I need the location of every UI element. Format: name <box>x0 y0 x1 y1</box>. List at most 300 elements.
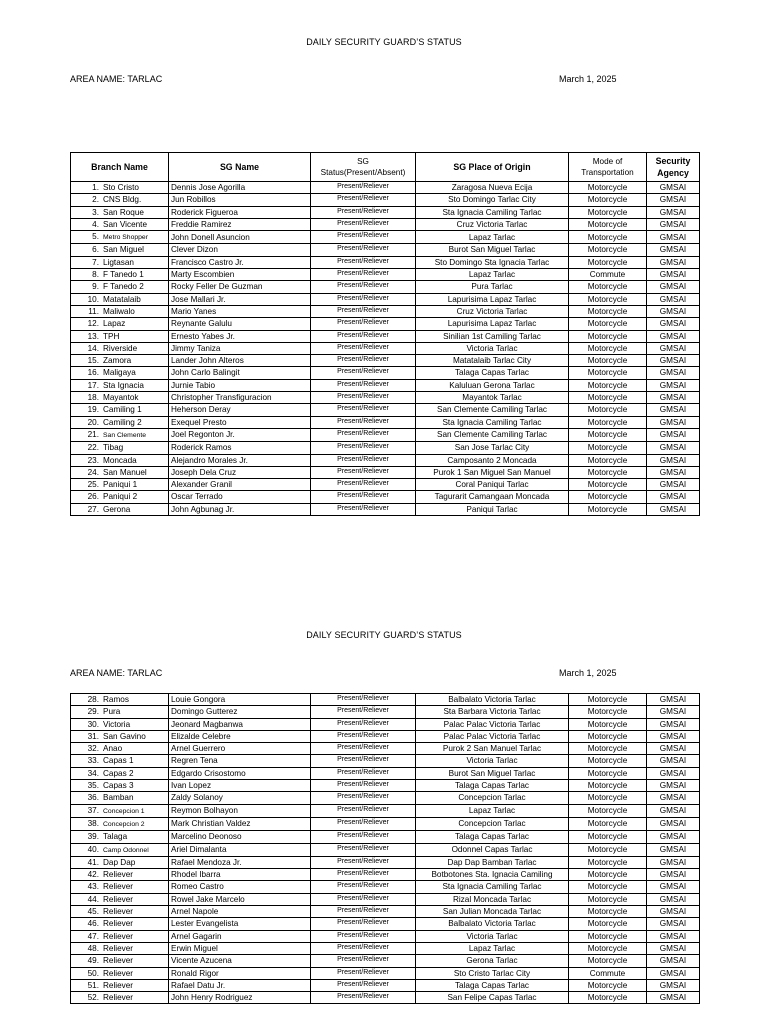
sg-status-cell: Present/Reliever <box>311 979 416 991</box>
sg-status-cell: Present/Reliever <box>311 206 416 218</box>
sg-name-cell: Alexander Granil <box>169 479 311 491</box>
sg-status-cell: Present/Reliever <box>311 194 416 206</box>
branch-cell <box>71 817 169 830</box>
row-number: 15. <box>87 356 99 366</box>
branch-name: Paniqui 2 <box>103 492 138 502</box>
sg-status-cell: Present/Reliever <box>311 293 416 305</box>
branch-cell <box>71 503 169 515</box>
transportation-cell: Motorcycle <box>569 182 647 194</box>
sg-status-cell: Present/Reliever <box>311 804 416 817</box>
transportation-cell: Motorcycle <box>569 218 647 230</box>
place-of-origin-cell: Gerona Tarlac <box>416 955 569 967</box>
sg-name-cell: Lander John Alteros <box>169 355 311 367</box>
place-of-origin-cell: Camposanto 2 Moncada <box>416 454 569 466</box>
row-number: 47. <box>87 931 99 941</box>
transportation-cell: Motorcycle <box>569 992 647 1004</box>
guard-status-table-2 <box>70 693 700 1004</box>
transportation-cell: Motorcycle <box>569 466 647 478</box>
table-row <box>71 856 700 868</box>
row-number: 39. <box>87 832 99 842</box>
row-number: 13. <box>87 331 99 341</box>
security-agency-cell: GMSAI <box>647 869 700 881</box>
transportation-cell: Motorcycle <box>569 342 647 354</box>
place-of-origin-cell: Rizal Moncada Tarlac <box>416 893 569 905</box>
place-of-origin-cell: Pura Tarlac <box>416 281 569 293</box>
branch-name: Dap Dap <box>103 857 136 867</box>
row-number: 45. <box>87 907 99 917</box>
table-row <box>71 342 700 354</box>
transportation-cell: Motorcycle <box>569 755 647 767</box>
sg-name-cell: Vicente Azucena <box>169 955 311 967</box>
sg-name-cell: Freddie Ramirez <box>169 218 311 230</box>
sg-name-cell: Francisco Castro Jr. <box>169 256 311 268</box>
row-number: 50. <box>87 968 99 978</box>
security-agency-cell: GMSAI <box>647 269 700 281</box>
transportation-cell: Motorcycle <box>569 942 647 954</box>
sg-status-cell: Present/Reliever <box>311 792 416 804</box>
branch-name: Ramos <box>103 695 129 704</box>
branch-cell <box>71 342 169 354</box>
security-agency-cell: GMSAI <box>647 404 700 416</box>
table-row <box>71 881 700 893</box>
sg-status-cell: Present/Reliever <box>311 817 416 830</box>
branch-cell <box>71 367 169 379</box>
branch-name: Camiling 2 <box>103 417 142 427</box>
security-agency-cell: GMSAI <box>647 342 700 354</box>
transportation-cell: Motorcycle <box>569 305 647 317</box>
sg-status-cell: Present/Reliever <box>311 355 416 367</box>
place-of-origin-cell: Talaga Capas Tarlac <box>416 831 569 843</box>
transportation-cell: Motorcycle <box>569 918 647 930</box>
branch-cell <box>71 942 169 954</box>
security-agency-cell: GMSAI <box>647 355 700 367</box>
sg-status-cell: Present/Reliever <box>311 305 416 317</box>
place-of-origin-cell: Palac Palac Victoria Tarlac <box>416 730 569 742</box>
transportation-cell: Motorcycle <box>569 206 647 218</box>
branch-cell <box>71 718 169 730</box>
table-row <box>71 454 700 466</box>
sg-status-cell: Present/Reliever <box>311 392 416 404</box>
place-of-origin-cell: Dap Dap Bamban Tarlac <box>416 856 569 868</box>
sg-name-cell: John Donell Asuncion <box>169 231 311 244</box>
sg-name-cell: Arnel Guerrero <box>169 743 311 755</box>
row-number: 24. <box>87 467 99 477</box>
branch-cell <box>71 442 169 454</box>
place-of-origin-cell: San Jose Tarlac City <box>416 442 569 454</box>
header-place-of-origin: SG Place of Origin <box>416 153 569 182</box>
branch-name: CNS Bldg. <box>103 195 142 205</box>
sg-name-cell: Romeo Castro <box>169 881 311 893</box>
sg-status-cell: Present/Reliever <box>311 918 416 930</box>
transportation-cell: Motorcycle <box>569 293 647 305</box>
transportation-cell: Motorcycle <box>569 831 647 843</box>
sg-name-cell: Ariel Dimalanta <box>169 843 311 856</box>
transportation-cell: Motorcycle <box>569 256 647 268</box>
branch-name: Reliever <box>103 894 134 904</box>
branch-name: San Clemente <box>103 431 147 439</box>
place-of-origin-cell: Sta Barbara Victoria Tarlac <box>416 706 569 718</box>
sg-name-cell: Heherson Deray <box>169 404 311 416</box>
table-row <box>71 442 700 454</box>
place-of-origin-cell: Talaga Capas Tarlac <box>416 367 569 379</box>
table-row <box>71 416 700 428</box>
sg-name-cell: Jeonard Magbanwa <box>169 718 311 730</box>
row-number: 14. <box>87 343 99 353</box>
table-row <box>71 730 700 742</box>
transportation-cell: Motorcycle <box>569 379 647 391</box>
table-row <box>71 955 700 967</box>
table-row <box>71 428 700 441</box>
transportation-cell: Motorcycle <box>569 979 647 991</box>
row-number: 19. <box>87 405 99 415</box>
transportation-cell: Motorcycle <box>569 955 647 967</box>
table-row <box>71 918 700 930</box>
security-agency-cell: GMSAI <box>647 718 700 730</box>
row-number: 31. <box>87 731 99 741</box>
place-of-origin-cell: Tagurarit Camangaan Moncada <box>416 491 569 503</box>
sg-status-cell: Present/Reliever <box>311 831 416 843</box>
branch-name: Metro Shopper <box>103 234 148 242</box>
row-number: 26. <box>87 492 99 502</box>
branch-cell <box>71 244 169 256</box>
place-of-origin-cell: Victoria Tarlac <box>416 755 569 767</box>
transportation-cell: Motorcycle <box>569 906 647 918</box>
row-number: 49. <box>87 956 99 966</box>
header-sg-status-line1: SG <box>357 156 369 166</box>
header-agency-line1: Security <box>655 156 691 166</box>
branch-name: Pura <box>103 707 121 717</box>
branch-cell <box>71 967 169 979</box>
branch-name: Mayantok <box>103 393 139 403</box>
place-of-origin-cell: Concepcion Tarlac <box>416 817 569 830</box>
security-agency-cell: GMSAI <box>647 694 700 706</box>
branch-name: Reliever <box>103 870 134 880</box>
transportation-cell: Motorcycle <box>569 442 647 454</box>
security-agency-cell: GMSAI <box>647 392 700 404</box>
branch-name: Sta Ignacia <box>103 380 144 390</box>
transportation-cell: Motorcycle <box>569 804 647 817</box>
table-row <box>71 367 700 379</box>
transportation-cell: Motorcycle <box>569 843 647 856</box>
sg-status-cell: Present/Reliever <box>311 767 416 779</box>
security-agency-cell: GMSAI <box>647 955 700 967</box>
branch-cell <box>71 194 169 206</box>
transportation-cell: Motorcycle <box>569 767 647 779</box>
place-of-origin-cell: Matatalaib Tarlac City <box>416 355 569 367</box>
transportation-cell: Motorcycle <box>569 416 647 428</box>
sg-status-cell: Present/Reliever <box>311 718 416 730</box>
security-agency-cell: GMSAI <box>647 231 700 244</box>
transportation-cell: Motorcycle <box>569 454 647 466</box>
branch-cell <box>71 491 169 503</box>
branch-name: Reliever <box>103 993 134 1003</box>
row-number: 11. <box>88 306 99 316</box>
sg-status-cell: Present/Reliever <box>311 416 416 428</box>
sg-name-cell: Rafael Mendoza Jr. <box>169 856 311 868</box>
branch-cell <box>71 843 169 856</box>
place-of-origin-cell: San Clemente Camiling Tarlac <box>416 404 569 416</box>
branch-name: San Miguel <box>103 245 144 255</box>
place-of-origin-cell: San Felipe Capas Tarlac <box>416 992 569 1004</box>
security-agency-cell: GMSAI <box>647 218 700 230</box>
table-row <box>71 930 700 942</box>
security-agency-cell: GMSAI <box>647 442 700 454</box>
security-agency-cell: GMSAI <box>647 930 700 942</box>
branch-cell <box>71 231 169 244</box>
branch-cell <box>71 281 169 293</box>
branch-name: Reliever <box>103 956 134 966</box>
place-of-origin-cell: San Clemente Camiling Tarlac <box>416 428 569 441</box>
table-row <box>71 942 700 954</box>
table-row <box>71 767 700 779</box>
table-row <box>71 503 700 515</box>
place-of-origin-cell: Mayantok Tarlac <box>416 392 569 404</box>
branch-cell <box>71 743 169 755</box>
security-agency-cell: GMSAI <box>647 416 700 428</box>
branch-name: Moncada <box>103 455 137 465</box>
transportation-cell: Motorcycle <box>569 231 647 244</box>
place-of-origin-cell: Lapurisima Lapaz Tarlac <box>416 318 569 330</box>
row-number: 25. <box>87 480 99 490</box>
branch-cell <box>71 992 169 1004</box>
row-number: 10. <box>87 294 99 304</box>
branch-cell <box>71 831 169 843</box>
row-number: 51. <box>87 980 99 990</box>
branch-cell <box>71 780 169 792</box>
sg-name-cell: Rocky Feller De Guzman <box>169 281 311 293</box>
row-number: 30. <box>87 719 99 729</box>
table-row <box>71 706 700 718</box>
place-of-origin-cell: Sinilian 1st Camiling Tarlac <box>416 330 569 342</box>
branch-name: Riverside <box>103 343 138 353</box>
table-row <box>71 718 700 730</box>
sg-name-cell: Jose Mallari Jr. <box>169 293 311 305</box>
sg-name-cell: Ivan Lopez <box>169 780 311 792</box>
row-number: 32. <box>87 744 99 754</box>
transportation-cell: Motorcycle <box>569 817 647 830</box>
branch-cell <box>71 206 169 218</box>
sg-name-cell: Roderick Ramos <box>169 442 311 454</box>
branch-cell <box>71 392 169 404</box>
security-agency-cell: GMSAI <box>647 428 700 441</box>
security-agency-cell: GMSAI <box>647 281 700 293</box>
guard-status-table <box>70 152 700 516</box>
report-date: March 1, 2025 <box>559 74 617 84</box>
row-number: 16. <box>87 368 99 378</box>
branch-name: San Roque <box>103 207 144 217</box>
transportation-cell: Motorcycle <box>569 392 647 404</box>
sg-status-cell: Present/Reliever <box>311 428 416 441</box>
security-agency-cell: GMSAI <box>647 206 700 218</box>
sg-name-cell: John Agbunag Jr. <box>169 503 311 515</box>
security-agency-cell: GMSAI <box>647 256 700 268</box>
sg-name-cell: Rafael Datu Jr. <box>169 979 311 991</box>
security-agency-cell: GMSAI <box>647 730 700 742</box>
branch-name: Concepcion 2 <box>103 820 145 828</box>
sg-name-cell: Oscar Terrado <box>169 491 311 503</box>
security-agency-cell: GMSAI <box>647 792 700 804</box>
place-of-origin-cell: Zaragosa Nueva Ecija <box>416 182 569 194</box>
transportation-cell: Commute <box>569 269 647 281</box>
place-of-origin-cell: Lapaz Tarlac <box>416 269 569 281</box>
table-row <box>71 379 700 391</box>
transportation-cell: Motorcycle <box>569 856 647 868</box>
place-of-origin-cell: Sto Domingo Sta Ignacia Tarlac <box>416 256 569 268</box>
place-of-origin-cell: Lapurisima Lapaz Tarlac <box>416 293 569 305</box>
sg-status-cell: Present/Reliever <box>311 755 416 767</box>
area-name-2: AREA NAME: TARLAC <box>70 668 163 678</box>
table-row <box>71 355 700 367</box>
header-mode-line2: Transportation <box>581 168 634 177</box>
branch-cell <box>71 379 169 391</box>
branch-cell <box>71 881 169 893</box>
transportation-cell: Motorcycle <box>569 694 647 706</box>
row-number: 7. <box>92 257 99 267</box>
security-agency-cell: GMSAI <box>647 454 700 466</box>
table-row <box>71 817 700 830</box>
branch-name: San Gavino <box>103 731 146 741</box>
place-of-origin-cell: Kaluluan Gerona Tarlac <box>416 379 569 391</box>
transportation-cell: Motorcycle <box>569 893 647 905</box>
security-agency-cell: GMSAI <box>647 856 700 868</box>
place-of-origin-cell: Sta Ignacia Camiling Tarlac <box>416 206 569 218</box>
header-mode-of-transportation <box>569 153 647 182</box>
place-of-origin-cell: Botbotones Sta. Ignacia Camiling <box>416 869 569 881</box>
sg-name-cell: Domingo Gutterez <box>169 706 311 718</box>
branch-cell <box>71 856 169 868</box>
security-agency-cell: GMSAI <box>647 194 700 206</box>
table-row <box>71 831 700 843</box>
sg-name-cell: Rowel Jake Marcelo <box>169 893 311 905</box>
branch-name: Reliever <box>103 968 134 978</box>
table-row <box>71 269 700 281</box>
sg-name-cell: Christopher Transfiguracion <box>169 392 311 404</box>
sg-status-cell: Present/Reliever <box>311 182 416 194</box>
branch-cell <box>71 918 169 930</box>
branch-name: Gerona <box>103 504 131 514</box>
security-agency-cell: GMSAI <box>647 182 700 194</box>
row-number: 1. <box>92 183 99 192</box>
branch-name: Concepcion 1 <box>103 807 145 815</box>
branch-cell <box>71 355 169 367</box>
sg-status-cell: Present/Reliever <box>311 780 416 792</box>
sg-name-cell: Elizalde Celebre <box>169 730 311 742</box>
row-number: 33. <box>87 756 99 766</box>
sg-name-cell: Jun Robillos <box>169 194 311 206</box>
sg-status-cell: Present/Reliever <box>311 491 416 503</box>
security-agency-cell: GMSAI <box>647 767 700 779</box>
page-title-2: DAILY SECURITY GUARD’S STATUS <box>306 630 462 640</box>
table-row <box>71 804 700 817</box>
sg-name-cell: Arnel Napole <box>169 906 311 918</box>
security-agency-cell: GMSAI <box>647 379 700 391</box>
transportation-cell: Motorcycle <box>569 318 647 330</box>
place-of-origin-cell: Talaga Capas Tarlac <box>416 979 569 991</box>
transportation-cell: Motorcycle <box>569 930 647 942</box>
place-of-origin-cell: Lapaz Tarlac <box>416 942 569 954</box>
row-number: 37. <box>87 805 99 815</box>
place-of-origin-cell: Purok 1 San Miguel San Manuel <box>416 466 569 478</box>
table-row <box>71 281 700 293</box>
table-row <box>71 843 700 856</box>
branch-cell <box>71 755 169 767</box>
branch-cell <box>71 804 169 817</box>
branch-cell <box>71 293 169 305</box>
row-number: 22. <box>87 443 99 453</box>
sg-name-cell: Marcelino Deonoso <box>169 831 311 843</box>
security-agency-cell: GMSAI <box>647 479 700 491</box>
sg-name-cell: Reymon Bolhayon <box>169 804 311 817</box>
security-agency-cell: GMSAI <box>647 755 700 767</box>
branch-cell <box>71 404 169 416</box>
transportation-cell: Commute <box>569 967 647 979</box>
sg-name-cell: Ernesto Yabes Jr. <box>169 330 311 342</box>
sg-name-cell: Exequel Presto <box>169 416 311 428</box>
sg-status-cell: Present/Reliever <box>311 893 416 905</box>
sg-status-cell: Present/Reliever <box>311 367 416 379</box>
transportation-cell: Motorcycle <box>569 244 647 256</box>
row-number: 2. <box>92 195 99 205</box>
place-of-origin-cell: Lapaz Tarlac <box>416 231 569 244</box>
branch-name: Capas 2 <box>103 768 134 778</box>
header-agency-line2: Agency <box>657 168 689 178</box>
branch-cell <box>71 930 169 942</box>
transportation-cell: Motorcycle <box>569 428 647 441</box>
sg-status-cell: Present/Reliever <box>311 479 416 491</box>
place-of-origin-cell: Concepcion Tarlac <box>416 792 569 804</box>
branch-cell <box>71 893 169 905</box>
row-number: 9. <box>92 282 99 292</box>
sg-name-cell: Alejandro Morales Jr. <box>169 454 311 466</box>
table-row <box>71 256 700 268</box>
sg-status-cell: Present/Reliever <box>311 856 416 868</box>
row-number: 46. <box>87 919 99 929</box>
sg-name-cell: Roderick Figueroa <box>169 206 311 218</box>
branch-cell <box>71 955 169 967</box>
branch-cell <box>71 869 169 881</box>
row-number: 23. <box>87 455 99 465</box>
security-agency-cell: GMSAI <box>647 831 700 843</box>
table-row <box>71 244 700 256</box>
sg-name-cell: Joseph Dela Cruz <box>169 466 311 478</box>
place-of-origin-cell: Sta Ignacia Camiling Tarlac <box>416 881 569 893</box>
place-of-origin-cell: Burot San Miguel Tarlac <box>416 767 569 779</box>
sg-name-cell: Rhodel Ibarra <box>169 869 311 881</box>
header-sg-name: SG Name <box>169 153 311 182</box>
place-of-origin-cell: Paniqui Tarlac <box>416 503 569 515</box>
branch-name: Maliwalo <box>103 306 135 316</box>
branch-cell <box>71 305 169 317</box>
security-agency-cell: GMSAI <box>647 367 700 379</box>
transportation-cell: Motorcycle <box>569 881 647 893</box>
branch-name: Sto Cristo <box>103 183 139 192</box>
table-row <box>71 967 700 979</box>
sg-status-cell: Present/Reliever <box>311 269 416 281</box>
sg-name-cell: Arnel Gagarin <box>169 930 311 942</box>
table-header-row <box>71 153 700 182</box>
sg-status-cell: Present/Reliever <box>311 743 416 755</box>
place-of-origin-cell: Sta Ignacia Camiling Tarlac <box>416 416 569 428</box>
branch-name: Camiling 1 <box>103 405 142 415</box>
branch-name: Reliever <box>103 919 134 929</box>
branch-cell <box>71 269 169 281</box>
row-number: 5. <box>92 232 99 242</box>
security-agency-cell: GMSAI <box>647 491 700 503</box>
table-row <box>71 305 700 317</box>
place-of-origin-cell: Talaga Capas Tarlac <box>416 780 569 792</box>
branch-name: Victoria <box>103 719 131 729</box>
sg-status-cell: Present/Reliever <box>311 244 416 256</box>
